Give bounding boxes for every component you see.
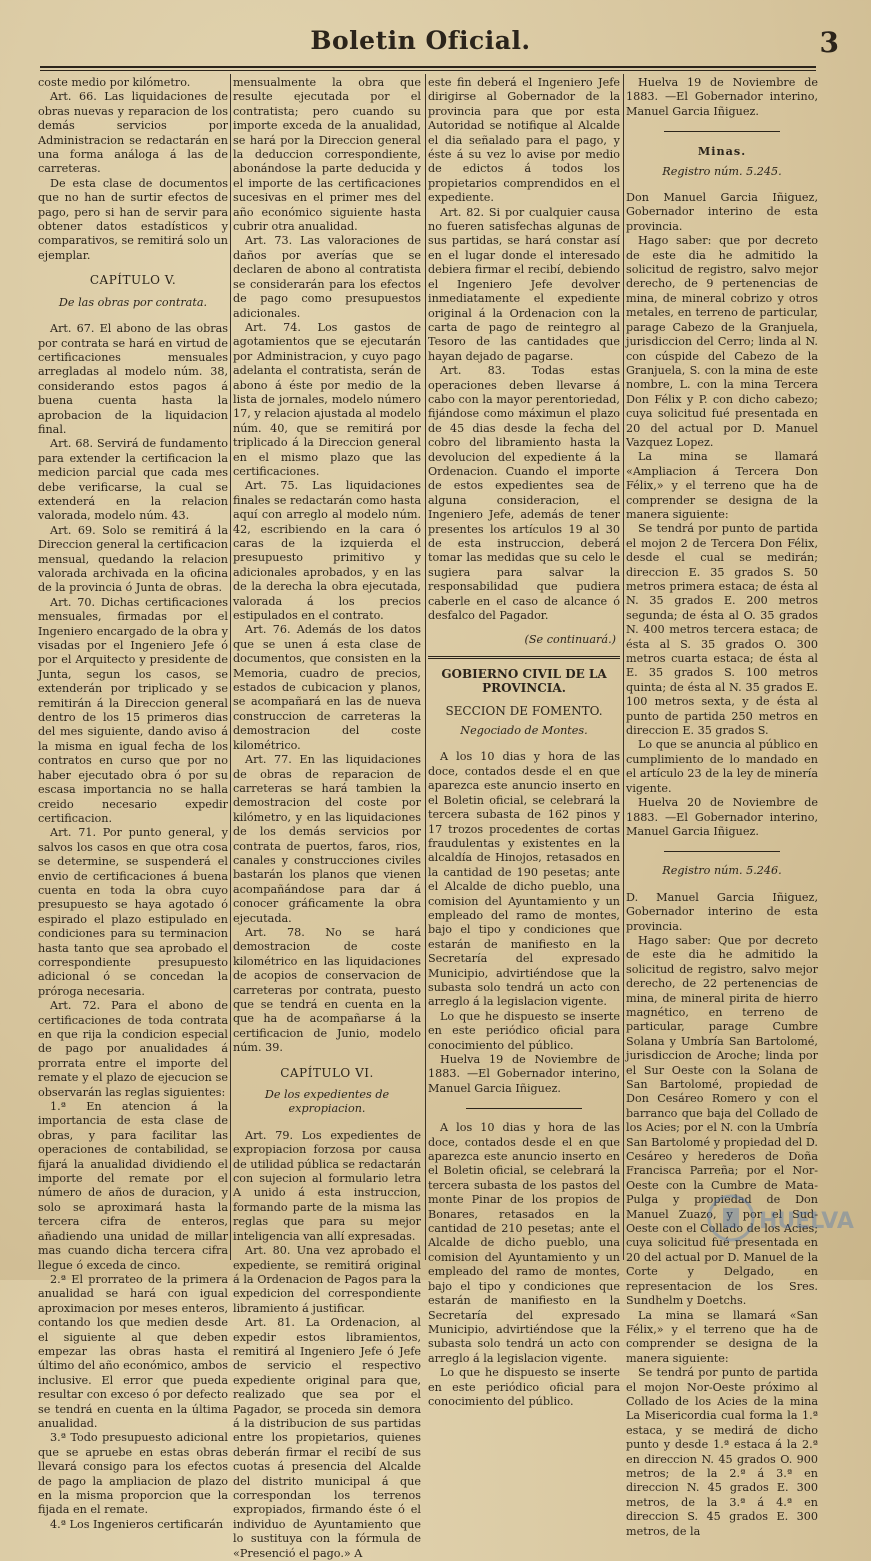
article-75: Art. 75. Las liquidaciones finales se redactarán como hasta aquí con arreglo al modelo núm. 42, escribiendo en la cara ó caras de la izquierda el presupuesto primitivo y adicionales aprobados, y en las de la derecha la obra ejecutada, valorada á los precios estipulados en el contrato. bbox=[233, 479, 421, 623]
announcement: A los 10 dias y hora de las doce, contados desde el en que aparezca este anuncio inserto en el Boletin oficial, se celebrará la tercera subasta de los pastos del monte Pinar de los propios de Bonares, retasados en la cantidad de 210 pesetas; ante el Alcalde de dicho pueblo, una comision del Ayuntamiento y un empleado del ramo de montes, bajo el tipo y condiciones que estarán de manifiesto en la Secretaría del expresado Municipio, advirtiéndose que la subasta solo tendrá un acto con arreglo á la legislacion vigente. bbox=[428, 1121, 620, 1365]
article-82: Art. 82. Si por cualquier causa no fueren satisfechas algunas de sus partidas, se hará constar así en el lugar donde el interesado debiera firmar el recibí, debiendo el Ingeniero Jefe devolver inmediatamente el expediente original á la Ordenacion con la carta de pago de reintegro al Tesoro de las cantidades que hayan dejado de pagarse. bbox=[428, 205, 620, 363]
article-76: Art. 76. Además de los datos que se unen á esta clase de documentos, que consisten en la Memoria, cuadro de precios, estados de cubicacion y planos, se acompañará en las de nueva construccion de carreteras la demostracion del coste kilométrico. bbox=[233, 623, 421, 752]
chapter-subtitle: De las obras por contrata. bbox=[58, 295, 208, 309]
section-subheading: SECCION DE FOMENTO. bbox=[445, 703, 603, 718]
continuation-note: (Se continuará.) bbox=[524, 633, 616, 647]
article-80: Art. 80. Una vez aprobado el expediente, se remitirá original á la Ordenacion de Pagos para la expedicion del correspondiente libramiento á justificar. bbox=[233, 1244, 421, 1315]
column-divider bbox=[623, 74, 624, 1260]
article-79: Art. 79. Los expedientes de expropiacion forzosa por causa de utilidad pública se redactarán con sujecion al formulario letra A unido á esta instruccion, formando parte de la misma las reglas que para su mejor inteligencia van allí expresadas. bbox=[233, 1128, 421, 1243]
signature: Huelva 19 de Noviembre de 1883. —El Gobernador interino, Manuel Garcia Iñiguez. bbox=[626, 76, 818, 118]
paragraph: Lo que se anuncia al público en cumplimiento de lo mandado en el artículo 23 de la ley de minería vigente. bbox=[626, 738, 818, 795]
paragraph: Don Manuel Garcia Iñiguez, Gobernador interino de esta provincia. bbox=[626, 191, 818, 233]
chapter-subtitle: De los expedientes de expropiacion. bbox=[264, 1088, 390, 1116]
article-78: Art. 78. No se hará demostracion de coste kilométrico en las liquidaciones de acopios de conservacion de carreteras por contrata, puesto que se tendrá en cuenta en la que ha de acompañarse á la certificacion de Junio, modelo núm. 39. bbox=[233, 925, 421, 1055]
paragraph: La mina se llamará «Ampliacion á Tercera Don Félix,» y el terreno que ha de comprender se designa de la manera siguiente: bbox=[626, 450, 818, 521]
column-2 bbox=[233, 76, 421, 1560]
column-4 bbox=[626, 76, 818, 1538]
paragraph: Hago saber: Que por decreto de este dia he admitido la solicitud de registro, salvo mejor derecho, de 22 pertenencias de mina, de mineral pirita de hierro magnético, en terreno de particular, parage Cumbre Solana y Umbría San Bartolomé, jurisdiccion de Aroche; linda por el Sur Oeste con la Solana de San Bartolomé, propiedad de Don Cesáreo Romero y con el barranco que baja del Collado de los Acies; por el N. con la Umbría San Bartolomé y propiedad del D. Cesáreo y herederos de Doña Francisca Parreña; por el Nor-Oeste con la Cumbre de Mata-Pulga y propiedad de Don Manuel Zuazo, y por el Sud-Oeste con el Collado de los Acies; cuya solicitud fué presentada en 20 del actual por D. Manuel de la Corte y Delgado, en representacion de los Sres. Sundhelm y Doetchs. bbox=[626, 933, 818, 1308]
article-77: Art. 77. En las liquidaciones de obras de reparacion de carreteras se hará tambien la demostracion del coste por kilómetro, y en las liquidaciones de los demás servicios por contrata de puertos, faros, rios, canales y construcciones civiles bastarán los planos que vienen acompañándose para dar á conocer gráficamente la obra ejecutada. bbox=[233, 753, 421, 925]
article-70: Art. 70. Dichas certificaciones mensuales, firmadas por el Ingeniero encargado de la obra y visadas por el Ingeniero Jefe ó por el Arquitecto y presidente de Junta, segun los casos, se extenderán por triplicado y se remitirán á la Direccion general dentro de los 15 primeros dias del mes siguiente, dando aviso á la misma en igual fecha de los contratos en curso que por no haber ejecutado obra ó por su escasa importancia no se halla creido necesario expedir certificacion. bbox=[38, 595, 228, 825]
article-72: Art. 72. Para el abono de certificaciones de toda contrata en que rija la condicion especial de pago por anualidades á prorrata entre el importe del remate y el plazo de ejecucion se observarán las reglas siguientes: bbox=[38, 999, 228, 1099]
paragraph: La mina se llamará «San Félix,» y el terreno que ha de comprender se designa de la manera siguiente: bbox=[626, 1308, 818, 1365]
article-71: Art. 71. Por punto general, y salvos los casos en que otra cosa se determine, se suspenderá el envio de certificaciones á buena cuenta en toda la obra cuyo presupuesto se haya agotado ó espirado el plazo estipulado en condiciones para su terminacion hasta tanto que sea aprobado el correspondiente presupuesto adicional ó se concedan la próroga necesaria. bbox=[38, 826, 228, 998]
separator bbox=[466, 1108, 581, 1109]
rule-4: 4.ª Los Ingenieros certificarán bbox=[50, 1517, 224, 1531]
article-81: Art. 81. La Ordenacion, al expedir estos libramientos, remitirá al Ingeniero Jefe ó Jefe de servicio el respectivo expediente original para que, realizado que sea por el Pagador, se proceda sin demora á la distribucion de sus partidas entre los propietarios, quienes deberán firmar el recibí de sus cuotas á presencia del Alcalde del distrito municipal á que correspondan los terrenos expropiados, firmando éste ó el individuo de Ayuntamiento que lo sustituya con la fórmula de «Presenció el pago.» A bbox=[233, 1316, 421, 1560]
article-83: Art. 83. Todas estas operaciones deben llevarse á cabo con la mayor perentoriedad, fijándose como máximun el plazo de 45 dias desde la fecha del cobro del libramiento hasta la devolucion del expediente á la Ordenacion. Cuando el importe de estos expedientes sea de alguna consideracion, el Ingeniero Jefe, además de tener presentes los artículos 19 al 30 de esta instruccion, deberá tomar las medidas que su celo le sugiera para salvar la responsabilidad que pudiera caberle en el caso de alcance ó desfalco del Pagador. bbox=[428, 364, 620, 623]
rule-3: 3.ª Todo presupuesto adicional que se apruebe en estas obras llevará consigo para los efectos de pago la ampliacion de plazo en la misma proporcion que la fijada en el remate. bbox=[38, 1431, 228, 1517]
library-stamp bbox=[701, 1178, 854, 1268]
article-69: Art. 69. Solo se remitirá á la Direccion general la certificacion mensual, quedando la relacion valorada archivada en la oficina de la provincia ó Junta de obras. bbox=[38, 523, 228, 595]
article-68: Art. 68. Servirá de fundamento para extender la certificacion la medicion parcial que cada mes debe verificarse, la cual se extenderá en la relacion valorada, modelo núm. 43. bbox=[38, 437, 228, 523]
header-rule bbox=[40, 66, 816, 68]
paragraph: De esta clase de documentos que no han de surtir efectos de pago, pero si han de servir para obtener datos estadísticos y comparativos, se remitirá solo un ejemplar. bbox=[38, 176, 228, 262]
separator bbox=[664, 131, 779, 132]
paragraph: mensualmente la obra que resulte ejecutada por el contratista; pero cuando su importe exceda de la anualidad, se hará por la Direccion general la deduccion correspondiente, abonándose la parte deducida y el importe de las certificaciones sucesivas en el primer mes del año económico siguiente hasta cubrir otra anualidad. bbox=[233, 76, 421, 234]
section-heading: GOBIERNO CIVIL DE LA PROVINCIA. bbox=[428, 656, 620, 696]
rule-2: 2.ª El prorrateo de la primera anualidad se hará con igual aproximacion por meses enteros, contando los que medien desde el siguiente al que deben empezar las obras hasta el último del año económico, ambos inclusive. El error que pueda resultar con exceso ó por defecto se tendrá en cuenta en la última anualidad. bbox=[38, 1272, 228, 1430]
paragraph: Lo que he dispuesto se inserte en este periódico oficial para conocimiento del público. bbox=[428, 1366, 620, 1408]
column-1 bbox=[38, 76, 228, 1531]
article-73: Art. 73. Las valoraciones de daños por averías que se declaren de abono al contratista se considerarán para los efectos de pago como presupuestos adicionales. bbox=[233, 234, 421, 320]
rule-1: 1.ª En atencion á la importancia de esta clase de obras, y para facilitar las operaciones de contabilidad, se fijará la anualidad dividiendo el importe del remate por el número de años de duracion, y solo se aproximará hasta la tercera cifra de enteros, añadiendo una unidad de millar mas cuando dicha tercera cifra llegue ó exceda de cinco. bbox=[38, 1100, 228, 1272]
paragraph: Hago saber: que por decreto de este dia he admitido la solicitud de registro, salvo mejor derecho, de 9 pertenencias de mina, de mineral cobrizo y otros metales, en terreno de particular, parage Cabezo de la Granjuela, jurisdiccion del Cerro; linda al N. con cúspide del Cabezo de la Granjuela, S. con la mina de este nombre, L. con la mina Tercera Don Félix y P. con dicho cabezo; cuya solicitud fué presentada en 20 del actual por D. Manuel Vazquez Lopez. bbox=[626, 234, 818, 449]
article-66: Art. 66. Las liquidaciones de obras nuevas y reparacion de los demás servicios por Administracion se redactarán en una forma análoga á las de carreteras. bbox=[38, 90, 228, 176]
column-3 bbox=[428, 76, 620, 1408]
paragraph: Se tendrá por punto de partida el mojon Nor-Oeste próximo al Collado de los Acies de la mina La Misericordia cual forma la 1.ª estaca, y se medirá de dicho punto y desde 1.ª estaca á la 2.ª en direccion N. 45 grados O. 900 metros; de la 2.ª á 3.ª en direccion N. 45 grados E. 300 metros, de la 3.ª á 4.ª en direccion S. 45 grados E. 300 metros, de la bbox=[626, 1366, 818, 1538]
signature: Huelva 19 de Noviembre de 1883. —El Gobernador interino, Manuel Garcia Iñiguez. bbox=[428, 1053, 620, 1095]
page-header bbox=[30, 18, 839, 68]
paragraph: Lo que he dispuesto se inserte en este periódico oficial para conocimiento del público. bbox=[428, 1009, 620, 1052]
column-divider bbox=[230, 74, 231, 1260]
registry-heading: Registro núm. 5.245. bbox=[662, 164, 782, 178]
paragraph: este fin deberá el Ingeniero Jefe dirigirse al Gobernador de la provincia para que por esta Autoridad se notifique al Alcalde el dia señalado para el pago, y éste á su vez lo avise por medio de edictos á todos los propietarios comprendidos en el expediente. bbox=[428, 76, 620, 205]
section-heading: Minas. bbox=[697, 144, 747, 159]
page-number: 3 bbox=[819, 26, 839, 59]
chapter-heading: CAPÍTULO V. bbox=[89, 273, 177, 288]
paragraph: coste medio por kilómetro. bbox=[38, 76, 191, 89]
signature: Huelva 20 de Noviembre de 1883. —El Gobernador interino, Manuel Garcia Iñiguez. bbox=[626, 796, 818, 838]
column-divider bbox=[425, 74, 426, 1260]
article-67: Art. 67. El abono de las obras por contrata se hará en virtud de certificaciones mensuales arregladas al modelo núm. 38, considerando estos pagos á buena cuenta hasta la aprobacion de la liquidacion final. bbox=[38, 322, 228, 436]
separator bbox=[664, 851, 779, 852]
header-rule-thin bbox=[40, 70, 816, 71]
chapter-heading: CAPÍTULO VI. bbox=[280, 1065, 374, 1080]
article-74: Art. 74. Los gastos de agotamientos que se ejecutarán por Administracion, y cuyo pago adelanta el contratista, serán de abono á éste por medio de la lista de jornales, modelo número 17, y relacion ajustada al modelo núm. 40, que se remitirá por triplicado á la Direccion general en el mismo plazo que las certificaciones. bbox=[233, 320, 421, 478]
paragraph: D. Manuel Garcia Iñiguez, Gobernador interino de esta provincia. bbox=[626, 890, 818, 933]
department-heading: Negociado de Montes. bbox=[460, 724, 588, 738]
stamp-tower-icon bbox=[723, 1208, 739, 1228]
registry-heading: Registro núm. 5.246. bbox=[662, 864, 782, 878]
stamp-text: HUELVA bbox=[759, 1209, 854, 1234]
page-title: Boletin Oficial. bbox=[310, 26, 531, 55]
announcement: A los 10 dias y hora de las doce, contados desde el en que aparezca este anuncio inserto en el Boletin oficial, se celebrará la tercera subasta de 162 pinos y 17 trozos procedentes de cortas fraudulentas y existentes en la alcaldía de Hinojos, retasados en la cantidad de 190 pesetas; ante el Alcalde de dicho pueblo, una comision del Ayuntamiento y un empleado del ramo de montes, bajo el tipo y condiciones que estarán de manifiesto en la Secretaría del expresado Municipio, advirtiéndose que la subasta solo tendrá un acto con arreglo á la legislacion vigente. bbox=[428, 750, 620, 1009]
paragraph: Se tendrá por punto de partida el mojon 2 de Tercera Don Félix, desde el cual se medirán; direccion E. 35 grados S. 50 metros primera estaca; de ésta al N. 35 grados E. 200 metros segunda; de ésta al O. 35 grados N. 400 metros tercera estaca; de ésta al S. 35 grados O. 300 metros cuarta estaca; de ésta al E. 35 grados S. 100 metros quinta; de ésta al N. 35 grados E. 100 metros sexta, y de ésta al punto de partida 250 metros en direccion E. 35 grados S. bbox=[626, 522, 818, 738]
